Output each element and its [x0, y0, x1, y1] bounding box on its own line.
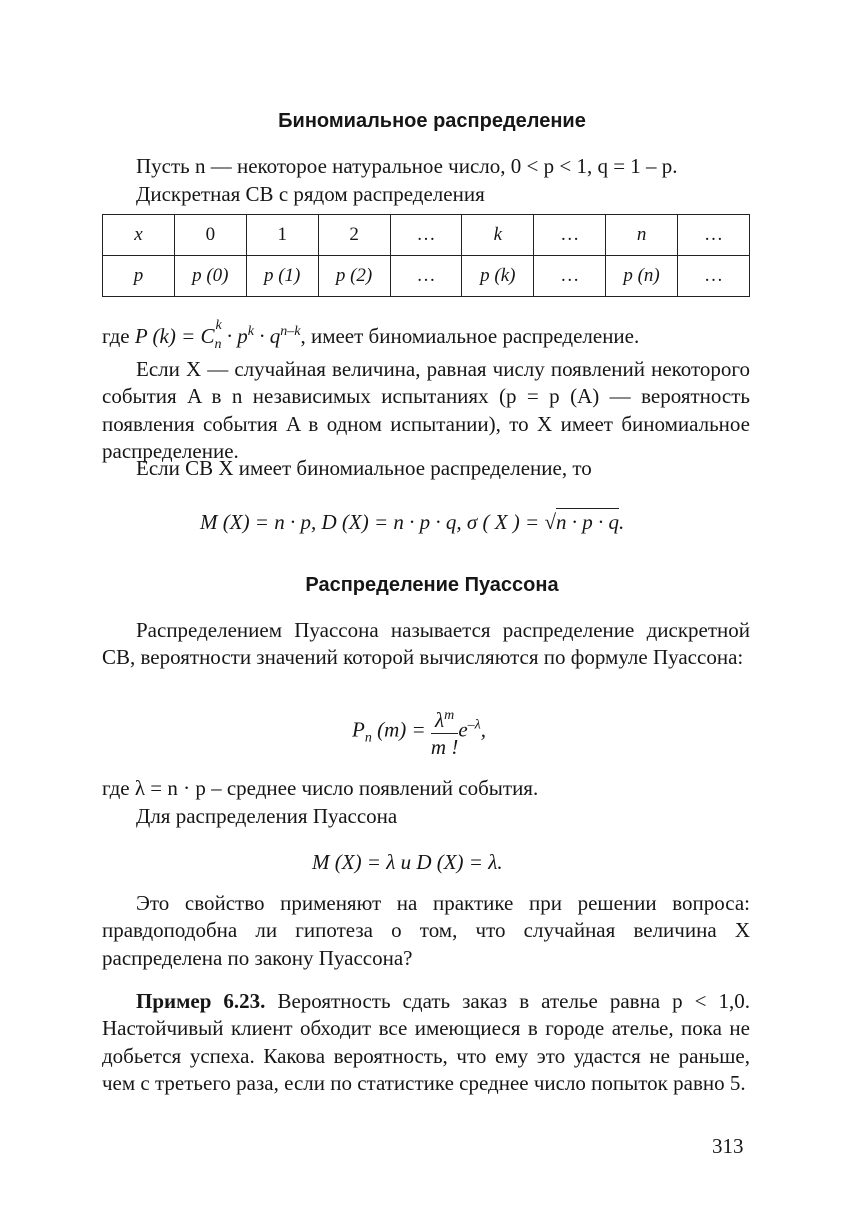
table-cell: 1: [246, 215, 318, 256]
table-cell: p (2): [318, 256, 390, 297]
table-row-p: [103, 256, 750, 297]
table-cell: …: [390, 215, 462, 256]
intro-line-1: Пусть n — некоторое натуральное число, 0 < p < 1, q = 1 – p.: [136, 154, 678, 178]
example-label: Пример 6.23.: [136, 989, 266, 1013]
table-cell: x: [103, 215, 175, 256]
paragraph-hypothesis: Это свойство применяют на практике при решении вопроса: правдоподобна ли гипотеза о том, что случайная величина X распределена по закону Пуассона?: [102, 891, 750, 970]
formula-prefix: где: [102, 324, 130, 348]
binomial-formula: P (k) = C k $_n \cdot p^k \cdot q^{n-k}$: [134, 318, 301, 352]
table-cell: …: [534, 215, 606, 256]
table-cell: …: [678, 215, 750, 256]
table-cell: p: [103, 256, 175, 297]
paragraph-binomial-moments-intro: Если СВ X имеет биномиальное распределение, то: [136, 456, 592, 480]
lambda-definition: где λ = n · p – среднее число появлений события.: [102, 776, 539, 800]
section-heading-binomial: Биномиальное распределение: [278, 110, 586, 132]
paragraph-poisson-definition: Распределением Пуассона называется распределение дискретной СВ, вероятности значений которой вычисляются по формуле Пуассона:: [102, 618, 750, 670]
binomial-moments-formula: M (X) = n · p, D (X) = n · p · q, σ ( X ) = √n · p · q.: [200, 510, 625, 534]
poisson-fraction: $\frac{\lambda^m}{m !}$: [431, 703, 458, 760]
intro-line-2: Дискретная СВ с рядом распределения: [136, 182, 485, 206]
table-cell: …: [390, 256, 462, 297]
table-cell: p (k): [462, 256, 534, 297]
table-cell: 0: [174, 215, 246, 256]
table-cell: n: [606, 215, 678, 256]
example-6-23: [102, 988, 750, 1098]
example-text: Вероятность сдать заказ в ателье равна p < 1,0. Настойчивый клиент обходит все имеющиеся в городе ателье, пока не добьется успеха. Какова вероятность, что ему это удастся не раньше, чем с третьего раза, если по статистике среднее число попыток равно 5.: [102, 989, 750, 1096]
section-heading-poisson: Распределение Пуассона: [305, 574, 559, 596]
distribution-table: [102, 214, 750, 297]
table-cell: …: [534, 256, 606, 297]
table-cell: k: [462, 215, 534, 256]
formula-suffix: , имеет биномиальное распределение.: [300, 324, 640, 348]
table-cell: p (0): [174, 256, 246, 297]
page-number: 313: [712, 1134, 744, 1158]
poisson-formula: $P_n$ (m) = $\frac{\lambda^m}{m !}$ $e^{-\lambda}$,: [352, 703, 486, 760]
poisson-moments-formula: M (X) = λ и D (X) = λ.: [312, 850, 503, 874]
table-cell: p (n): [606, 256, 678, 297]
table-cell: p (1): [246, 256, 318, 297]
binomial-formula-line: [102, 318, 639, 359]
paragraph-poisson-moments-intro: Для распределения Пуассона: [136, 804, 398, 828]
table-row-x: [103, 215, 750, 256]
table-cell: …: [678, 256, 750, 297]
paragraph-binomial-definition: Если X — случайная величина, равная числу появлений некоторого события A в n независимых испытаниях (p = p (A) — вероятность появления события A в одном испытании), то X имеет биномиальное распределение.: [102, 357, 750, 464]
table-cell: 2: [318, 215, 390, 256]
